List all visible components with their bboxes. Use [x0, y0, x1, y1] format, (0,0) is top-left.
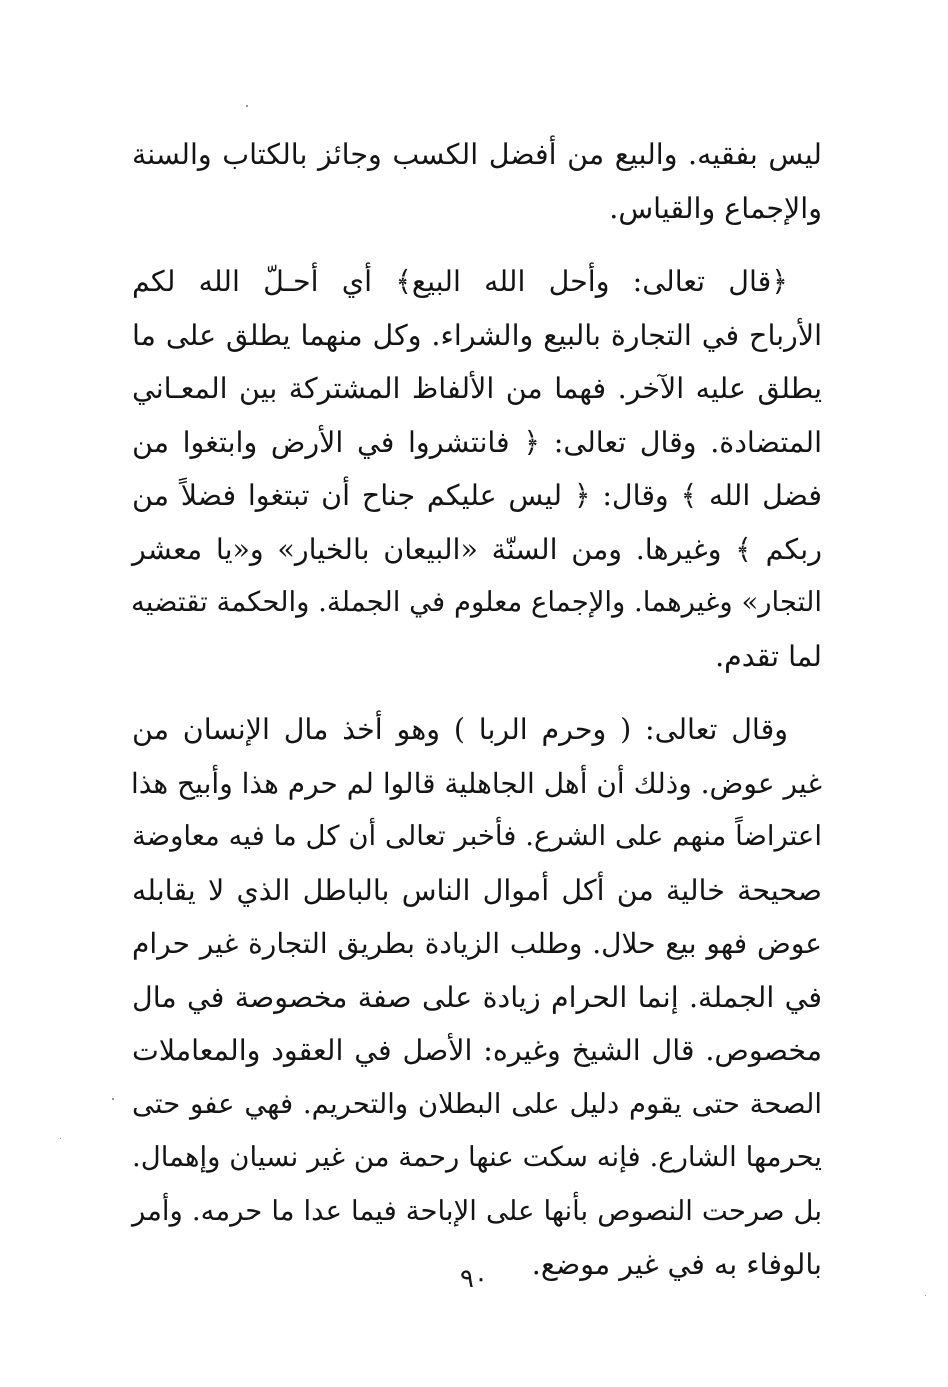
paragraph — [132, 255, 822, 683]
text-line: في الجملة. إنما الحرام زيادة على صفة مخصوصة في مال — [132, 980, 822, 1014]
text-line: يحرمها الشارع. فإنه سكت عنها رحمة من غير نسيان وإهمال. — [132, 1141, 822, 1173]
paragraph-gap — [132, 683, 822, 703]
paragraph — [132, 128, 822, 235]
text-line: غير عوض. وذلك أن أهل الجاهلية قالوا لم حرم هذا وأبيح هذا — [130, 766, 822, 800]
scan-speck — [60, 1138, 61, 1139]
text-line: وقال تعالى: ( وحرم الربا ) وهو أخذ مال الإنسان من — [132, 713, 788, 746]
scan-speck — [112, 1098, 114, 1100]
text-line: يطلق عليه الآخر. فهما من الألفاظ المشتركة بين المعـاني — [132, 372, 822, 405]
text-line: بالوفاء به في غير موضع. — [531, 1248, 822, 1281]
text-line: صحيحة خالية من أكل أموال الناس بالباطل الذي لا يقابله — [132, 873, 822, 907]
text-line: ليس بفقيه. والبيع من أفضل الكسب وجائز بالكتاب والسنة — [132, 138, 822, 171]
paragraph — [132, 703, 822, 1292]
text-line: فضل الله ﴾ وقال: ﴿ ليس عليكم جناح أن تبتغوا فضلاً من — [132, 479, 822, 512]
scan-speck — [246, 105, 248, 107]
text-line: والإجماع والقياس. — [609, 191, 822, 225]
text-line: مخصوص. قال الشيخ وغيره: الأصل في العقود والمعاملات — [132, 1034, 822, 1067]
text-line: ﴿قال تعالى: وأحل الله البيع﴾ أي أحـلّ الله لكم — [132, 265, 788, 298]
text-line: التجار» وغيرهما. والإجماع معلوم في الجملة. والحكمة تقتضيه — [131, 586, 822, 618]
text-line: اعتراضاً منهم على الشرع. فأخبر تعالى أن كل ما فيه معاوضة — [132, 820, 822, 852]
scan-speck — [925, 1295, 926, 1296]
text-line: بل صرحت النصوص بأنها على الإباحة فيما عدا ما حرمه. وأمر — [132, 1194, 822, 1227]
text-line: المتضادة. وقال تعالى: ﴿ فانتشروا في الأرض وابتغوا من — [132, 425, 822, 459]
text-line: ربكم ﴾ وغيرها. ومن السنّة «البيعان بالخيار» و«يا معشر — [132, 532, 822, 566]
text-line: لما تقدم. — [715, 639, 822, 673]
text-line: الصحة حتى يقوم دليل على البطلان والتحريم. فهي عفو حتى — [132, 1087, 822, 1120]
paragraph-gap — [132, 235, 822, 255]
text-line: عوض فهو بيع حلال. وطلب الزيادة بطريق التجارة غير حرام — [132, 927, 822, 960]
text-line: الأرباح في التجارة بالبيع والشراء. وكل منهما يطلق على ما — [132, 318, 822, 352]
page-number: ٩٠ — [460, 1264, 488, 1294]
body-text — [132, 128, 822, 1292]
